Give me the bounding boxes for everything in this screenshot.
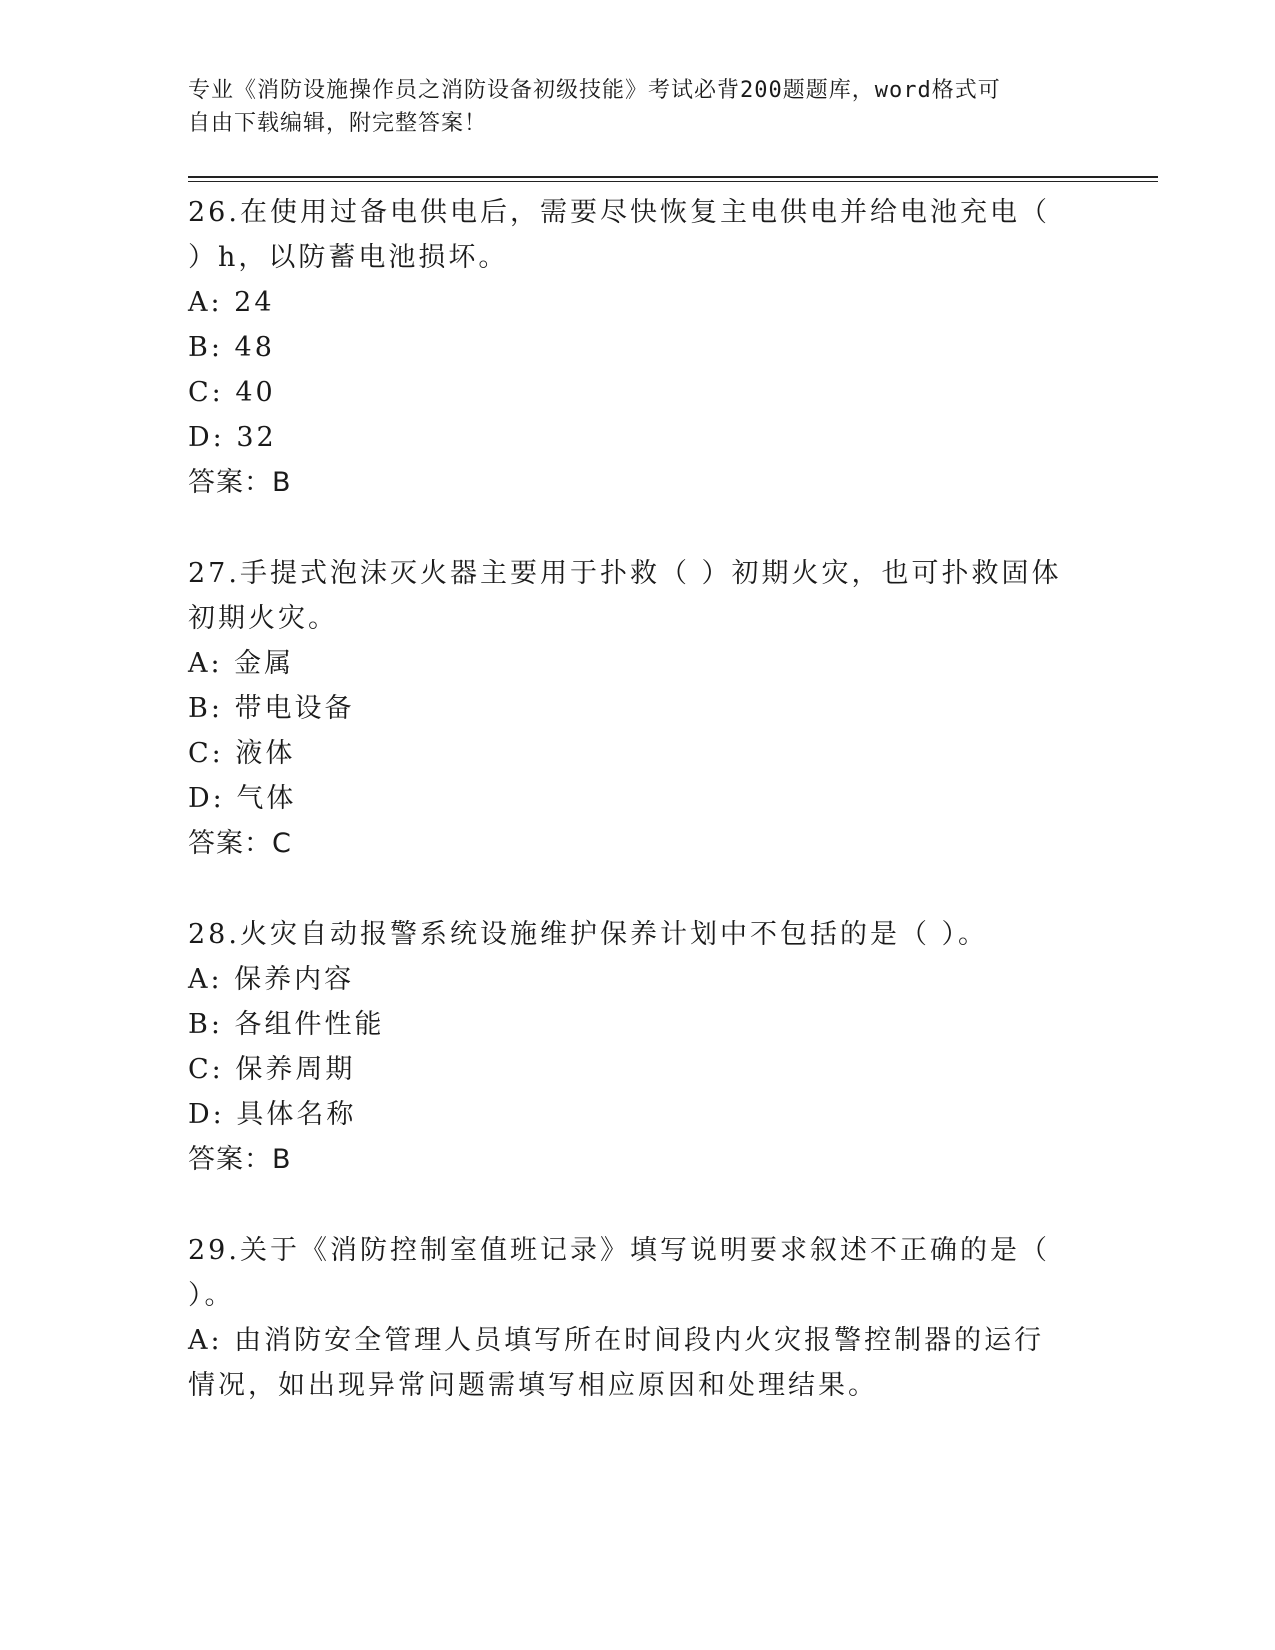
option-a: A: 24 [188, 287, 275, 318]
question-stem: 27.手提式泡沫灭火器主要用于扑救（ ）初期火灾，也可扑救固体初期火灾。 [188, 558, 1062, 634]
question-29 [188, 1228, 1068, 1408]
header-line-1: 专业《消防设施操作员之消防设备初级技能》考试必背200题题库，word格式可 [188, 78, 1001, 103]
option-b: B: 带电设备 [188, 693, 355, 724]
answer: 答案：B [188, 1144, 292, 1175]
document-header [188, 74, 1068, 140]
option-c: C: 保养周期 [188, 1054, 356, 1085]
answer: 答案：C [188, 828, 292, 859]
answer: 答案：B [188, 467, 292, 498]
option-a: A: 金属 [188, 648, 295, 679]
question-stem: 29.关于《消防控制室值班记录》填写说明要求叙述不正确的是（ ）。 [188, 1235, 1050, 1311]
option-c: C: 液体 [188, 738, 296, 769]
option-b: B: 48 [188, 332, 275, 363]
option-c: C: 40 [188, 377, 276, 408]
option-d: D: 具体名称 [188, 1099, 357, 1130]
option-d: D: 气体 [188, 783, 297, 814]
question-stem: 28.火灾自动报警系统设施维护保养计划中不包括的是（ ）。 [188, 919, 989, 950]
question-list [188, 190, 1068, 1454]
header-line-2: 自由下载编辑，附完整答案！ [188, 111, 488, 136]
option-a: A: 由消防安全管理人员填写所在时间段内火灾报警控制器的运行情况，如出现异常问题需填写相应原因和处理结果。 [188, 1325, 1045, 1401]
header-divider [188, 176, 1158, 182]
question-26 [188, 190, 1068, 505]
option-a: A: 保养内容 [188, 964, 355, 995]
option-d: D: 32 [188, 422, 277, 453]
option-b: B: 各组件性能 [188, 1009, 385, 1040]
question-27 [188, 551, 1068, 866]
question-stem: 26.在使用过备电供电后，需要尽快恢复主电供电并给电池充电（ ）h，以防蓄电池损坏。 [188, 197, 1050, 273]
question-28 [188, 912, 1068, 1182]
